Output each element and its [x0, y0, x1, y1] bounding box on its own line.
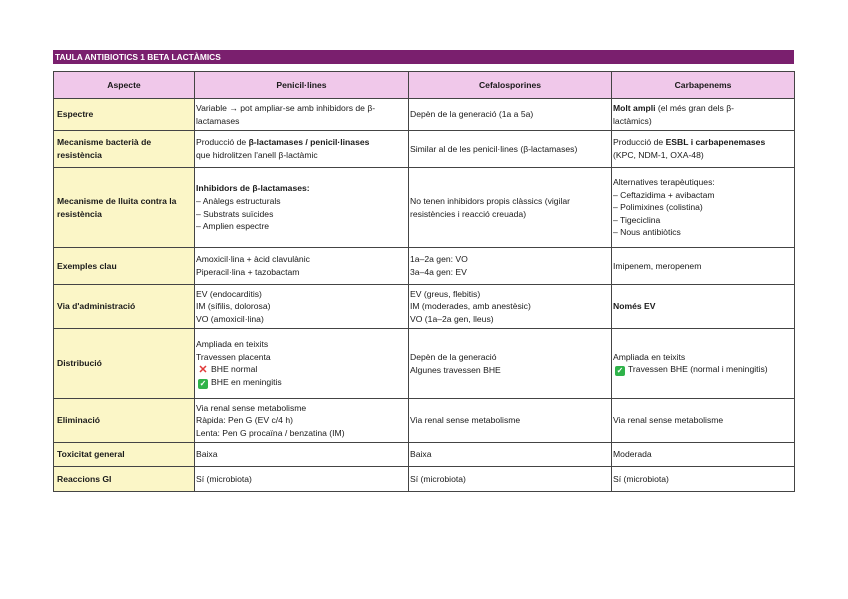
table-row	[54, 285, 795, 329]
cephalosporins-cell	[409, 99, 612, 131]
penicillins-cell	[195, 99, 409, 131]
cell-line: EV (endocarditis)	[196, 288, 262, 299]
aspect-cell: Exemples clau	[54, 248, 195, 285]
cell-line: lactamases	[196, 115, 240, 126]
cell-line: EV (greus, flebitis)	[410, 288, 481, 299]
cell-line: (KPC, NDM-1, OXA-48)	[613, 150, 704, 160]
aspect-cell: Distribució	[54, 329, 195, 399]
carbapenems-cell	[612, 168, 795, 248]
table-row	[54, 443, 795, 467]
cell-line: resistències i reacció creuada)	[410, 208, 527, 219]
table-row	[54, 168, 795, 248]
penicillins-cell	[195, 329, 409, 399]
aspect-cell: Reaccions GI	[54, 467, 195, 492]
cell-line: Via renal sense metabolisme	[196, 402, 307, 413]
cell-line: Baixa	[196, 449, 218, 460]
penicillins-cell	[195, 248, 409, 285]
cell-line: Ampliada en teixits	[196, 339, 269, 350]
cell-line: Sí (microbiota)	[410, 473, 466, 484]
penicillins-cell	[195, 467, 409, 492]
table-row	[54, 399, 795, 443]
cell-bold-text: ESBL i carbapenemases	[665, 137, 766, 148]
table-row	[54, 467, 795, 492]
cephalosporins-cell	[409, 399, 612, 443]
cell-line: Moderada	[613, 449, 652, 460]
cell-line: – Tigeciclina	[613, 214, 661, 225]
carbapenems-cell	[612, 99, 795, 131]
cell-line: Amoxicil·lina + àcid clavulànic	[196, 254, 310, 265]
cell-text: (el més gran dels β-	[655, 102, 734, 113]
aspect-cell: Toxicitat general	[54, 443, 195, 467]
cell-line: Baixa	[410, 449, 432, 460]
header-row	[54, 72, 795, 99]
cell-line: – Nous antibiòtics	[613, 227, 681, 238]
carbapenems-cell	[612, 329, 795, 399]
table-row	[54, 248, 795, 285]
cell-bold-text: Molt ampli	[613, 102, 656, 113]
cell-line: Via renal sense metabolisme	[410, 415, 521, 426]
cell-line: Només EV	[613, 301, 656, 312]
carbapenems-cell	[612, 443, 795, 467]
header-aspect: Aspecte	[54, 72, 195, 99]
cross-mark-icon: ✕	[198, 364, 208, 377]
cephalosporins-cell	[409, 467, 612, 492]
header-cephalosporins: Cefalosporines	[409, 72, 612, 99]
penicillins-cell	[195, 399, 409, 443]
cell-text: Producció de	[613, 137, 666, 148]
cell-line: VO (amoxicil·lina)	[196, 313, 264, 324]
header-carbapenems: Carbapenems	[612, 72, 795, 99]
antibiotics-table	[53, 71, 795, 492]
aspect-cell: Mecanisme bacterià de resistència	[54, 131, 195, 168]
cell-line: – Ceftazidima + avibactam	[613, 189, 715, 200]
cell-line: Similar al de les penicil·lines (β-lactamases)	[410, 143, 578, 154]
check-mark-icon: ✓	[616, 366, 624, 376]
cell-line: Ampliada en teixits	[613, 351, 686, 362]
check-mark-icon: ✓	[199, 378, 207, 388]
penicillins-cell	[195, 168, 409, 248]
cell-line: Algunes travessen BHE	[410, 364, 501, 375]
cell-line: Sí (microbiota)	[196, 473, 252, 484]
cell-line: – Anàlegs estructurals	[196, 195, 281, 206]
cell-text: Travessen BHE (normal i meningitis)	[628, 364, 768, 375]
cell-line: 1a–2a gen: VO	[410, 254, 468, 265]
cell-text: Producció de	[196, 137, 249, 148]
cephalosporins-cell	[409, 285, 612, 329]
cephalosporins-cell	[409, 168, 612, 248]
cephalosporins-cell	[409, 131, 612, 168]
aspect-cell: Eliminació	[54, 399, 195, 443]
aspect-cell: Espectre	[54, 99, 195, 131]
cephalosporins-cell	[409, 329, 612, 399]
penicillins-cell	[195, 285, 409, 329]
table-row	[54, 329, 795, 399]
carbapenems-cell	[612, 399, 795, 443]
table-row	[54, 131, 795, 168]
cell-line: VO (1a–2a gen, lleus)	[410, 313, 494, 324]
cell-line: IM (sífilis, dolorosa)	[196, 301, 271, 312]
cell-line: Piperacil·lina + tazobactam	[196, 267, 300, 277]
cell-bold-text: β-lactamases / penicil·linases	[248, 137, 370, 148]
cell-line: Sí (microbiota)	[613, 473, 669, 484]
cell-line: Lenta: Pen G procaïna / benzatina (IM)	[196, 427, 345, 438]
cell-line: Depèn de la generació (1a a 5a)	[410, 109, 534, 120]
cell-line: Travessen placenta	[196, 351, 271, 362]
cell-text: BHE normal	[211, 364, 258, 375]
penicillins-cell	[195, 131, 409, 168]
cell-line: – Amplien espectre	[196, 221, 270, 232]
table-row	[54, 99, 795, 131]
cell-text: BHE en meningitis	[211, 376, 282, 387]
cell-line: IM (moderades, amb anestèsic)	[410, 301, 531, 312]
cell-line: – Polimixines (colistina)	[613, 202, 703, 213]
header-penicillins: Penicil·lines	[195, 72, 409, 99]
table-title: TAULA ANTIBIOTICS 1 BETA LACTÀMICS	[53, 50, 794, 64]
cell-line: que hidrolitzen l'anell β-lactàmic	[196, 150, 318, 160]
aspect-cell: Via d'administració	[54, 285, 195, 329]
cell-line: Via renal sense metabolisme	[613, 415, 724, 426]
cell-line: – Substrats suïcides	[196, 208, 274, 219]
carbapenems-cell	[612, 248, 795, 285]
cell-line: Inhibidors de β-lactamases:	[196, 183, 310, 194]
cell-line: Depèn de la generació	[410, 351, 497, 362]
carbapenems-cell	[612, 285, 795, 329]
cell-line: Alternatives terapèutiques:	[613, 177, 715, 188]
carbapenems-cell	[612, 131, 795, 168]
cell-line: 3a–4a gen: EV	[410, 267, 467, 277]
aspect-cell: Mecanisme de lluita contra la resistència	[54, 168, 195, 248]
carbapenems-cell	[612, 467, 795, 492]
cephalosporins-cell	[409, 443, 612, 467]
cell-line: Variable → pot ampliar-se amb inhibidors de β-	[196, 102, 376, 113]
cell-line: No tenen inhibidors propis clàssics (vigilar	[410, 195, 571, 206]
cell-line: Imipenem, meropenem	[613, 260, 702, 271]
penicillins-cell	[195, 443, 409, 467]
cell-line: Ràpida: Pen G (EV c/4 h)	[196, 415, 293, 426]
cell-line: lactàmics)	[613, 115, 652, 126]
cephalosporins-cell	[409, 248, 612, 285]
